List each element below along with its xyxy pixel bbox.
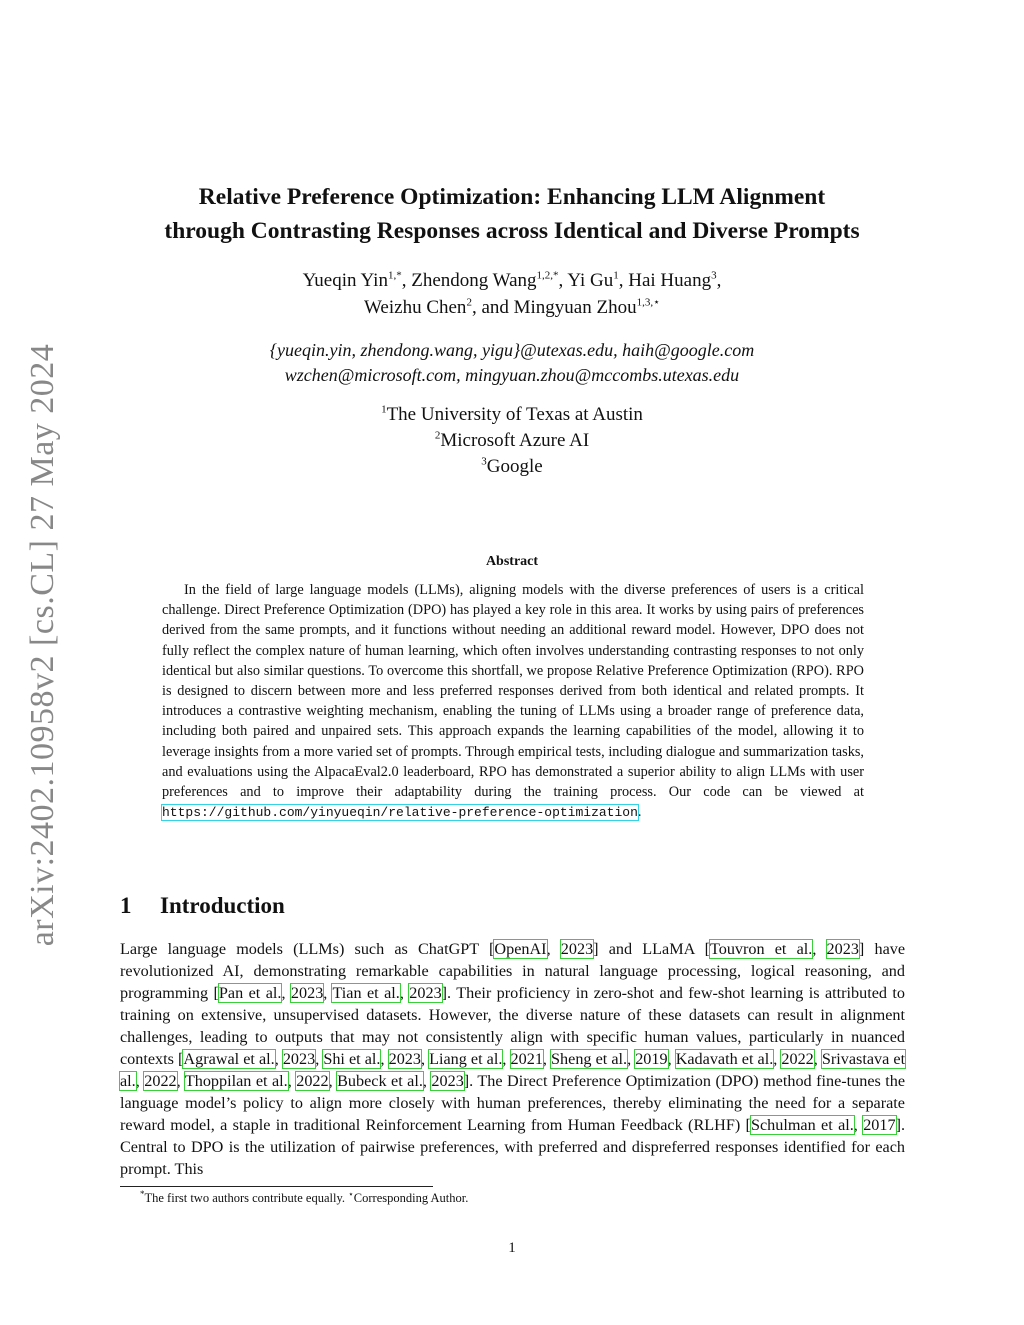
affiliation bbox=[112, 454, 912, 480]
footnote bbox=[140, 1188, 469, 1206]
citation-link[interactable]: 2023 bbox=[282, 1050, 316, 1068]
body-text: ]. Their proficiency in zero-shot and few-shot learning is attributed to training on extensive, unsupervised datasets. However, the diverse nature of these datasets can result in alignment challenges, leading to outputs that may not consistently align with specific human values, particularly in nuanced contexts [ bbox=[120, 984, 905, 1068]
body-text: , bbox=[667, 1050, 676, 1068]
author-affil: 3 bbox=[711, 269, 717, 282]
body-text: , bbox=[422, 1072, 432, 1090]
code-link[interactable]: https://github.com/yinyueqin/relative-preference-optimization bbox=[162, 805, 638, 821]
body-text: ]. The Direct Preference Optimization (DPO) method fine-tunes the language model’s policy to align more closely with human preferences, thereby eliminating the need for a separate reward model, a staple in traditional Reinforcement Learning from Human Feedback (RLHF) [ bbox=[120, 1072, 906, 1134]
author-line-1: Yueqin Yin$^{1,*}$, Zhendong Wang$^{1,2,*}$, Yi Gu$^1$, Hai Huang$^3$, bbox=[302, 269, 722, 291]
citation-link[interactable]: 2023 bbox=[409, 984, 442, 1002]
footnote-text: The first two authors contribute equally. bbox=[144, 1191, 349, 1205]
body-text: , bbox=[328, 1072, 338, 1090]
title-line-2: through Contrasting Responses across Identical and Diverse Prompts bbox=[164, 218, 860, 244]
body-text: , bbox=[853, 1116, 864, 1134]
author-affil: 1,3,⋆ bbox=[636, 296, 660, 309]
citation-link[interactable]: Agrawal et al. bbox=[183, 1050, 275, 1068]
affiliation-mark: 3 bbox=[481, 455, 487, 468]
citation-link[interactable]: OpenAI bbox=[494, 940, 547, 958]
arxiv-id: arXiv:2402.10958v2 [cs.CL] 27 May 2024 bbox=[24, 343, 61, 947]
citation-link[interactable]: 2022 bbox=[144, 1072, 177, 1090]
citation-link[interactable]: Kadavath et al. bbox=[675, 1050, 774, 1068]
abstract-end: . bbox=[637, 804, 642, 821]
citation-link[interactable]: 2022 bbox=[296, 1072, 329, 1090]
abstract-heading: Abstract bbox=[485, 554, 539, 569]
abstract-text: In the field of large language models (LLMs), aligning models with the diverse preferences of users is a critical challenge. Direct Preference Optimization (DPO) has played a key role in this area. It works by using pairs of preferences derived from the same prompts, and it functions without needing an additional reward model. However, DPO does not fully reflect the complex nature of human learning, which often involves understanding contrasting responses to not only identical but also similar questions. To overcome this shortfall, we propose Relative Preference Optimization (RPO). RPO is designed to discern between more and less preferred responses derived from both identical and related prompts. It introduces a contrastive weighting mechanism, enabling the tuning of LLMs using a broader range of preference data, including both paired and unpaired sets. This approach expands the learning capabilities of the model, allowing it to leverage insights from a more varied set of prompts. Through empirical tests, including dialogue and summarization tasks, and evaluations using the AlpacaEval2.0 leaderboard, RPO has demonstrated a superior ability to align LLMs with user preferences and to improve their adaptability during the training process. Our code can be viewed at bbox=[162, 582, 864, 801]
citation-link[interactable]: 2017 bbox=[863, 1116, 896, 1134]
author-name: Yueqin Yin bbox=[302, 270, 388, 291]
author-name: Mingyuan Zhou bbox=[513, 297, 637, 318]
body-text: , bbox=[546, 940, 561, 958]
body-text: , bbox=[420, 1050, 430, 1068]
email-line-1: {yueqin.yin, zhendong.wang, yigu}@utexas.edu, haih@google.com bbox=[269, 340, 755, 360]
citation-link[interactable]: Bubeck et al. bbox=[337, 1072, 423, 1090]
body-text: , bbox=[281, 984, 291, 1002]
author-affil: 1,2,* bbox=[536, 269, 559, 282]
citation-link[interactable]: 2022 bbox=[781, 1050, 814, 1068]
section-heading bbox=[120, 893, 285, 919]
abstract-body bbox=[162, 580, 864, 823]
author-name: Yi Gu bbox=[567, 270, 614, 291]
citation-link[interactable]: Liang et al. bbox=[429, 1050, 503, 1068]
footnote-mark: ⋆ bbox=[348, 1188, 354, 1199]
body-text: , bbox=[812, 940, 827, 958]
citation-link[interactable]: Shi et al. bbox=[323, 1050, 381, 1068]
citation-link[interactable]: 2021 bbox=[510, 1050, 543, 1068]
body-text: , bbox=[813, 1050, 822, 1068]
citation-link[interactable]: Tian et al. bbox=[332, 984, 400, 1002]
body-text: , bbox=[399, 984, 410, 1002]
citation-link[interactable]: 2023 bbox=[431, 1072, 464, 1090]
author-emails bbox=[112, 338, 912, 388]
title-line-1: Relative Preference Optimization: Enhancing LLM Alignment bbox=[198, 184, 826, 210]
citation-link[interactable]: 2023 bbox=[826, 940, 859, 958]
body-text: , bbox=[380, 1050, 389, 1068]
author-name: Hai Huang bbox=[628, 270, 712, 291]
body-text: , bbox=[323, 984, 333, 1002]
citation-link[interactable]: Touvron et al. bbox=[709, 940, 813, 958]
body-text: , bbox=[627, 1050, 636, 1068]
body-text: , bbox=[542, 1050, 552, 1068]
footnote-divider bbox=[120, 1186, 433, 1187]
citation-link[interactable]: 2019 bbox=[635, 1050, 668, 1068]
section-title: Introduction bbox=[160, 893, 285, 918]
citation-link[interactable]: 2023 bbox=[388, 1050, 421, 1068]
author-affil: 1 bbox=[613, 269, 619, 282]
body-text: , bbox=[502, 1050, 511, 1068]
footnote-mark: * bbox=[140, 1188, 145, 1199]
affiliations bbox=[112, 402, 912, 480]
body-text: Large language models (LLMs) such as ChatGPT [ bbox=[120, 940, 495, 958]
author-affil: 1,* bbox=[387, 269, 402, 282]
body-text: , bbox=[773, 1050, 782, 1068]
citation-link[interactable]: 2023 bbox=[560, 940, 594, 958]
author-line-2: Weizhu Chen$^2$, and Mingyuan Zhou$^{1,3,⋆}$ bbox=[364, 296, 660, 318]
citation-link[interactable]: Pan et al. bbox=[218, 984, 282, 1002]
author-name: Weizhu Chen bbox=[364, 297, 467, 318]
footnote-text: Corresponding Author. bbox=[353, 1191, 469, 1205]
section-number: 1 bbox=[120, 893, 132, 918]
citation-link[interactable]: Thoppilan et al. bbox=[184, 1072, 288, 1090]
affiliation-mark: 1 bbox=[381, 403, 387, 416]
citation-link[interactable]: Schulman et al. bbox=[750, 1116, 854, 1134]
affiliation-name: Microsoft Azure AI bbox=[440, 430, 590, 451]
body-text: ] have revolutionized AI, demonstrating remarkable capabilities in natural language processing, logical reasoning, and programming [ bbox=[120, 940, 906, 1002]
paper-title bbox=[112, 180, 912, 248]
citation-link[interactable]: Srivastava et al. bbox=[120, 1050, 906, 1090]
citation-link[interactable]: 2023 bbox=[290, 984, 324, 1002]
body-text: , bbox=[287, 1072, 297, 1090]
intro-paragraph bbox=[120, 938, 905, 1180]
affiliation-name: The University of Texas at Austin bbox=[386, 404, 643, 425]
body-text: , bbox=[315, 1050, 324, 1068]
page-number: 1 bbox=[508, 1240, 516, 1256]
citation-link[interactable]: Sheng et al. bbox=[551, 1050, 628, 1068]
body-text: ] and LLaMA [ bbox=[593, 940, 710, 958]
body-text: , bbox=[274, 1050, 283, 1068]
body-text: , bbox=[176, 1072, 185, 1090]
body-text: , bbox=[135, 1072, 145, 1090]
email-line-2: wzchen@microsoft.com, mingyuan.zhou@mccombs.utexas.edu bbox=[284, 365, 740, 385]
affiliation-name: Google bbox=[486, 456, 543, 477]
author-affil: 2 bbox=[466, 296, 472, 309]
affiliation bbox=[112, 402, 912, 428]
affiliation bbox=[112, 428, 912, 454]
body-text: ]. Central to DPO is the utilization of pairwise preferences, with preferred and dispreferred responses identified for each prompt. This bbox=[120, 1116, 906, 1178]
affiliation-mark: 2 bbox=[434, 429, 441, 442]
author-name: Zhendong Wang bbox=[411, 270, 537, 291]
author-list bbox=[112, 267, 912, 321]
